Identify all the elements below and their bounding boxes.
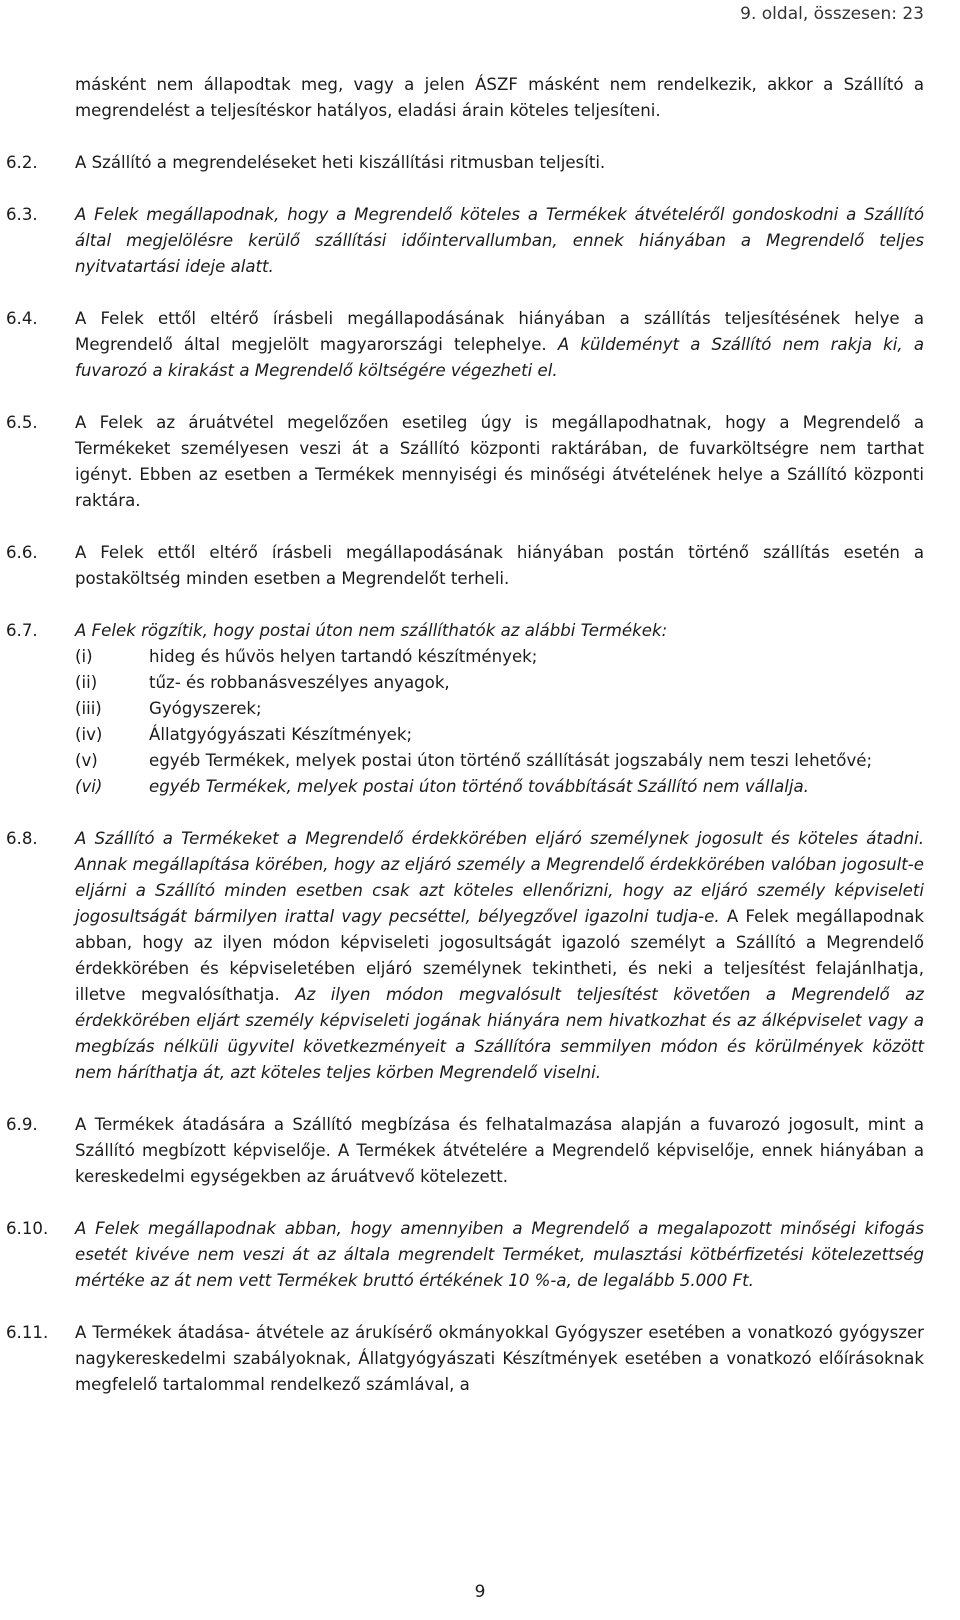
- section-number: 6.10.: [6, 1219, 49, 1238]
- list-marker: (i): [75, 647, 93, 666]
- document-body: [0, 72, 960, 1398]
- section-text: A Felek ettől eltérő írásbeli megállapodásának hiányában postán történő szállítás esetén a postaköltség minden esetben a Megrendelőt terheli.: [75, 543, 924, 588]
- section-text: A Felek megállapodnak, hogy a Megrendelő köteles a Termékek átvételéről gondoskodni a Szállító által megjelölésre kerülő szállítási időintervallumban, ennek hiányában a Megrendelő teljes nyitvatartási ideje alatt.: [75, 205, 924, 276]
- list-item: [75, 748, 924, 774]
- page-header: 9. oldal, összesen: 23: [740, 4, 924, 24]
- section-6-8: [6, 826, 925, 1086]
- section-number: 6.11.: [6, 1323, 49, 1342]
- section-6-6: [6, 540, 924, 592]
- section-text-italic: A Szállító a Termékeket a Megrendelő érdekkörében eljáró személynek jogosult és köteles átadni.: [75, 829, 924, 848]
- list-text: Gyógyszerek;: [149, 699, 262, 718]
- section-6-2: [6, 150, 924, 176]
- section-number: 6.8.: [6, 829, 38, 848]
- list-text: Állatgyógyászati Készítmények;: [149, 725, 413, 744]
- section-text: A Felek megállapodnak abban, hogy amennyiben a Megrendelő a megalapozott minőségi kifogás esetét kivéve nem veszi át az általa megrendelt Terméket, mulasztási kötbérfizetési kötelezettség mértéke az át nem vett Termékek bruttó értékének 10 %-a, de legalább 5.000 Ft.: [75, 1219, 924, 1290]
- list-text: tűz- és robbanásveszélyes anyagok,: [149, 673, 450, 692]
- section-6-9: [6, 1112, 924, 1190]
- page-number: 9: [474, 1582, 486, 1602]
- list-text: hideg és hűvös helyen tartandó készítmények;: [149, 647, 538, 666]
- list-marker: (iii): [75, 699, 102, 718]
- list-text: egyéb Termékek, melyek postai úton történő továbbítását Szállító nem vállalja.: [149, 777, 809, 796]
- section-6-4: [6, 306, 924, 384]
- section-text-italic: Az ilyen módon megvalósult teljesítést követően a Megrendelő az érdekkörében eljárt személy képviseleti jogának hiányára nem hivatkozhat és az álképviselet vagy a megbízás nélküli ügyvitel következményeit a Szállítóra semmilyen módon és körülmények között nem háríthatja át, azt köteles teljes körben Megrendelő viselni.: [75, 985, 925, 1082]
- list-item: [75, 670, 924, 696]
- section-6-10: [6, 1216, 924, 1294]
- list-marker: (iv): [75, 725, 103, 744]
- list-item: [75, 774, 924, 800]
- section-number: 6.6.: [6, 543, 38, 562]
- section-6-11: [6, 1320, 924, 1398]
- section-text-italic: A küldeményt a Szállító nem rakja ki, a fuvarozó a kirakást a Megrendelő költségére végezheti el.: [75, 335, 924, 380]
- list-marker: (v): [75, 751, 98, 770]
- section-text: A Felek rögzítik, hogy postai úton nem szállíthatók az alábbi Termékek:: [75, 621, 668, 640]
- section-number: 6.3.: [6, 205, 38, 224]
- section-6-3: [6, 202, 924, 280]
- list-item: [75, 644, 924, 670]
- list-item: [75, 722, 924, 748]
- section-text: A Felek megállapodnak abban, hogy az ilyen módon képviseleti jogosultságát igazoló személyt a Szállító a Megrendelő érdekkörében és képviseletében eljáró személynek tekintheti, és neki a teljesítést felajánlhatja, illetve megvalósíthatja.: [75, 907, 924, 1004]
- section-6-5: [6, 410, 924, 514]
- section-number: 6.2.: [6, 153, 38, 172]
- lead-paragraph: másként nem állapodtak meg, vagy a jelen ÁSZF másként nem rendelkezik, akkor a Szállító a megrendelést a teljesítéskor hatályos, eladási árain köteles teljesíteni.: [75, 75, 924, 120]
- section-text: A Termékek átadására a Szállító megbízása és felhatalmazása alapján a fuvarozó jogosult, mint a Szállító megbízott képviselője. A Termékek átvételére a Megrendelő képviselője, ennek hiányában a kereskedelmi egységekben az áruátvevő kötelezett.: [75, 1115, 924, 1186]
- list-item: [75, 696, 924, 722]
- section-number: 6.5.: [6, 413, 38, 432]
- section-number: 6.9.: [6, 1115, 38, 1134]
- section-number: 6.7.: [6, 621, 38, 640]
- section-text-italic: Annak megállapítása körében, hogy az eljáró személy a Megrendelő érdekkörében valóban jogosult-e eljárni a Szállító minden esetben csak azt köteles ellenőrizni, hogy az eljáró személy képviseleti jogosultságát bármilyen irattal vagy pecséttel, bélyegzővel igazolni tudja-e.: [75, 855, 924, 926]
- exclusion-list: [75, 644, 924, 800]
- list-text: egyéb Termékek, melyek postai úton történő szállítását jogszabály nem teszi lehetővé;: [149, 751, 873, 770]
- section-6-7: [6, 618, 924, 644]
- section-text: A Felek ettől eltérő írásbeli megállapodásának hiányában a szállítás teljesítésének helye a Megrendelő által megjelölt magyarországi telephelye.: [75, 309, 924, 354]
- section-text: A Felek az áruátvétel megelőzően esetileg úgy is megállapodhatnak, hogy a Megrendelő a Termékeket személyesen veszi át a Szállító központi raktárában, de fuvarköltségre nem tarthat igényt. Ebben az esetben a Termékek mennyiségi és minőségi átvételének helye a Szállító központi raktára.: [75, 413, 924, 510]
- section-text: A Szállító a megrendeléseket heti kiszállítási ritmusban teljesíti.: [75, 153, 606, 172]
- section-number: 6.4.: [6, 309, 38, 328]
- list-marker: (vi): [75, 777, 103, 796]
- section-text: A Termékek átadása- átvétele az árukísérő okmányokkal Gyógyszer esetében a vonatkozó gyógyszer nagykereskedelmi szabályoknak, Állatgyógyászati Készítmények esetében a vonatkozó előírásoknak megfelelő tartalommal rendelkező számlával, a: [75, 1323, 924, 1394]
- list-marker: (ii): [75, 673, 98, 692]
